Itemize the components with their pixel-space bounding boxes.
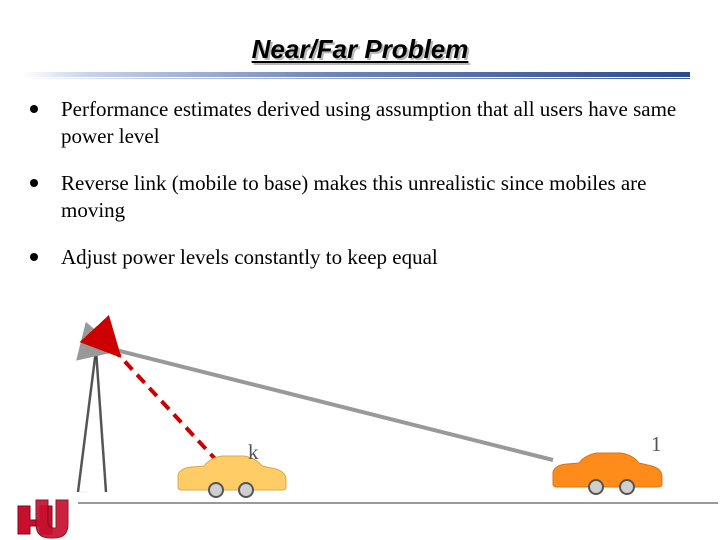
far-car-icon — [553, 453, 662, 494]
university-logo-icon — [18, 500, 68, 538]
far-link-arrow — [112, 349, 553, 460]
slide-title: Near/Far Problem — [251, 34, 469, 64]
bottom-rule — [78, 502, 718, 504]
near-car-icon — [178, 456, 286, 497]
bullet-text: Adjust power levels constantly to keep equal — [61, 245, 438, 269]
near-link-arrow — [116, 352, 218, 462]
far-car-label: 1 — [651, 432, 662, 456]
near-car-label: k — [248, 440, 259, 464]
bullet-text: Reverse link (mobile to base) makes this unrealistic since mobiles are moving — [61, 171, 647, 222]
bullet-text: Performance estimates derived using assumption that all users have same power level — [61, 97, 677, 148]
base-station-tower-icon — [78, 334, 110, 492]
